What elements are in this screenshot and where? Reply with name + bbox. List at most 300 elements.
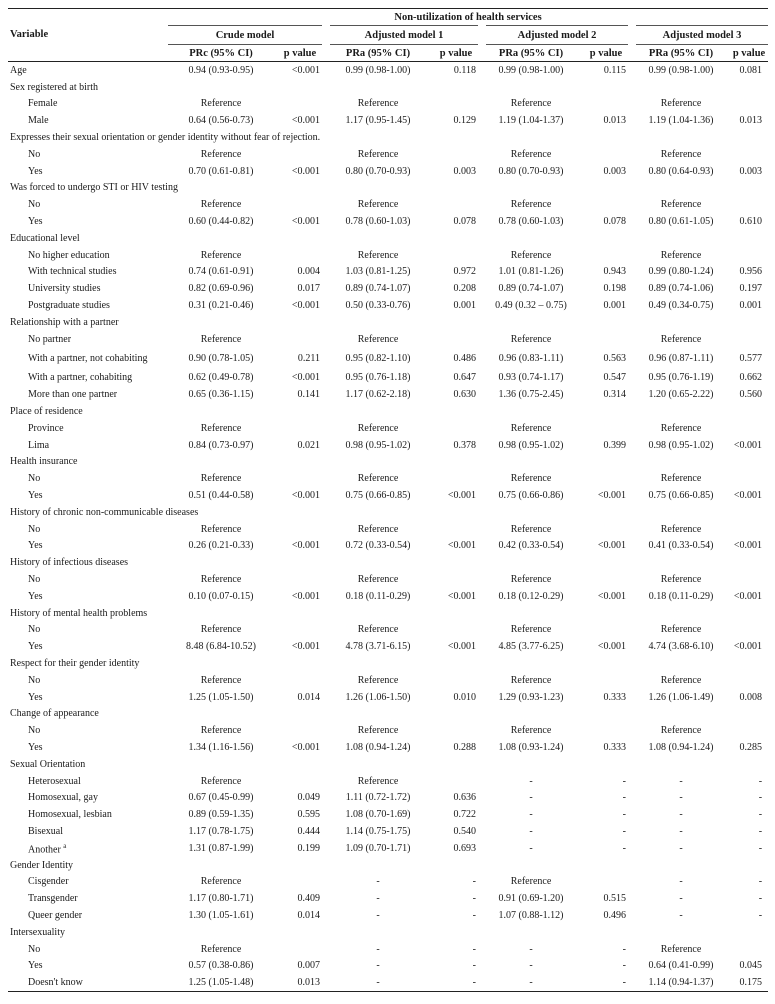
table-row: [8, 112, 768, 129]
p-header: p value: [589, 47, 623, 59]
p-value-cell: 0.129: [453, 115, 476, 127]
p-value-cell: 0.004: [297, 266, 320, 278]
ci-cell: 0.57 (0.38-0.86): [188, 960, 254, 972]
p-value-cell: 0.001: [739, 300, 763, 312]
variable-label: Homosexual, lesbian: [28, 809, 112, 821]
ci-cell: Reference: [200, 473, 242, 485]
ci-cell: 1.09 (0.70-1.71): [345, 842, 411, 854]
p-value-cell: [430, 196, 482, 213]
p-value-cell: -: [622, 977, 626, 989]
variable-label: Yes: [28, 590, 43, 602]
p-value-cell: [274, 420, 326, 437]
p-value-cell: [580, 521, 632, 538]
category-row: [8, 79, 768, 96]
p-value-cell: <0.001: [291, 216, 320, 228]
ci-cell: 0.31 (0.21-0.46): [188, 300, 254, 312]
p-value-cell: 0.007: [297, 960, 320, 972]
ci-cell: -: [679, 809, 683, 821]
ci-cell: 0.80 (0.70-0.93): [498, 165, 564, 177]
p-value-cell: 0.078: [603, 216, 626, 228]
p-value-cell: [274, 941, 326, 958]
variable-label: University studies: [28, 283, 101, 295]
p-value-cell: [730, 470, 768, 487]
ci-cell: 0.10 (0.07-0.15): [188, 590, 254, 602]
p-value-cell: [730, 571, 768, 588]
table-row: [8, 907, 768, 924]
ci-cell: -: [529, 775, 533, 787]
p-value-cell: <0.001: [291, 372, 320, 384]
ci-cell: 1.34 (1.16-1.56): [188, 741, 254, 753]
ci-cell: 0.62 (0.49-0.78): [188, 372, 254, 384]
category-row: [8, 705, 768, 722]
ci-cell: Reference: [510, 473, 552, 485]
category-label: Relationship with a partner: [10, 316, 119, 328]
p-value-cell: 0.314: [603, 389, 626, 401]
ci-cell: 0.72 (0.33-0.54): [345, 540, 411, 552]
ci-cell: -: [679, 909, 683, 921]
p-value-cell: [580, 722, 632, 739]
variable-label: Lima: [28, 439, 50, 451]
p-value-cell: [580, 672, 632, 689]
ci-cell: Reference: [660, 725, 702, 737]
p-value-cell: -: [758, 876, 763, 888]
ci-cell: 1.31 (0.87-1.99): [188, 842, 254, 854]
ci-cell: Reference: [510, 333, 552, 345]
p-value-cell: 0.001: [603, 300, 626, 312]
variable-label: Cisgender: [28, 876, 69, 888]
ci-cell: 0.60 (0.44-0.82): [188, 216, 254, 228]
p-value-cell: 0.333: [603, 741, 626, 753]
ci-cell: 1.08 (0.94-1.24): [648, 741, 714, 753]
p-value-cell: [580, 247, 632, 264]
ci-cell: Reference: [357, 98, 399, 110]
p-value-cell: [274, 622, 326, 639]
ci-cell: 0.96 (0.87-1.11): [648, 353, 714, 365]
ci-cell: 0.18 (0.12-0.29): [498, 590, 564, 602]
p-value-cell: 0.078: [453, 216, 476, 228]
ci-cell: 1.08 (0.94-1.24): [345, 741, 411, 753]
table-row: [8, 773, 768, 790]
variable-label: Yes: [28, 691, 43, 703]
p-value-cell: [580, 196, 632, 213]
category-row: [8, 230, 768, 247]
category-label: Sex registered at birth: [10, 81, 99, 93]
ci-cell: Reference: [357, 523, 399, 535]
ci-cell: Reference: [200, 333, 242, 345]
ci-cell: -: [679, 792, 683, 804]
p-value-cell: [730, 96, 768, 113]
p-value-cell: 0.021: [297, 439, 320, 451]
p-value-cell: <0.001: [291, 741, 320, 753]
ci-cell: Reference: [660, 523, 702, 535]
p-value-cell: 0.486: [453, 353, 476, 365]
variable-label: No: [28, 199, 41, 211]
p-value-cell: [430, 571, 482, 588]
table-row: [8, 521, 768, 538]
p-value-cell: [274, 873, 326, 890]
p-value-cell: <0.001: [447, 641, 476, 653]
p-value-cell: 0.001: [453, 300, 476, 312]
p-value-cell: -: [622, 842, 626, 854]
ci-cell: 0.75 (0.66-0.85): [648, 490, 714, 502]
ci-cell: 0.41 (0.33-0.54): [648, 540, 714, 552]
table-row: [8, 689, 768, 706]
p-value-cell: -: [758, 775, 763, 787]
ci-cell: 0.82 (0.69-0.96): [188, 283, 254, 295]
p-value-cell: [730, 331, 768, 348]
ci-cell: Reference: [510, 422, 552, 434]
ci-cell: 1.17 (0.80-1.71): [188, 893, 254, 905]
p-value-cell: 0.610: [739, 216, 763, 228]
table-row: [8, 722, 768, 739]
p-value-cell: [430, 521, 482, 538]
p-value-cell: <0.001: [291, 490, 320, 502]
variable-label: No: [28, 523, 41, 535]
footnote-marker: a: [63, 841, 67, 850]
p-value-cell: 0.008: [739, 691, 763, 703]
p-value-cell: <0.001: [733, 641, 763, 653]
ci-cell: 0.95 (0.76-1.19): [648, 372, 714, 384]
ci-cell: Reference: [660, 148, 702, 160]
table-row: [8, 487, 768, 504]
p-value-cell: [274, 773, 326, 790]
ci-cell: Reference: [660, 98, 702, 110]
p-value-cell: 0.081: [739, 64, 763, 76]
ci-cell: 0.78 (0.60-1.03): [345, 216, 411, 228]
ci-cell: 0.42 (0.33-0.54): [498, 540, 564, 552]
p-value-cell: [274, 96, 326, 113]
ci-cell: Reference: [200, 422, 242, 434]
table-row: [8, 280, 768, 297]
category-label: History of infectious diseases: [10, 557, 129, 569]
ci-cell: 1.01 (0.81-1.26): [498, 266, 564, 278]
category-label: History of chronic non-communicable diseases: [10, 506, 199, 518]
ci-cell: Reference: [510, 98, 552, 110]
p-value-cell: 0.014: [297, 691, 320, 703]
p-value-cell: -: [758, 842, 763, 854]
ci-cell: 1.19 (1.04-1.37): [498, 115, 564, 127]
p-value-cell: <0.001: [447, 590, 476, 602]
ci-cell: 0.49 (0.32 – 0.75): [495, 300, 567, 312]
p-value-cell: [730, 672, 768, 689]
ci-cell: -: [529, 825, 533, 837]
ci-cell: -: [679, 825, 683, 837]
p-value-cell: [580, 873, 632, 890]
ci-cell: Reference: [200, 674, 242, 686]
ci-cell: 1.03 (0.81-1.25): [345, 266, 411, 278]
p-value-cell: 0.197: [739, 283, 763, 295]
variable-label: No: [28, 574, 41, 585]
p-value-cell: [730, 420, 768, 437]
table-row: [8, 806, 768, 823]
p-value-cell: [430, 722, 482, 739]
ci-cell: Reference: [357, 422, 399, 434]
ci-cell: -: [679, 893, 683, 905]
model-name: Crude model: [168, 26, 326, 45]
ci-cell: 0.93 (0.74-1.17): [498, 372, 564, 384]
ci-cell: -: [529, 842, 533, 854]
table-row: [8, 890, 768, 907]
p-value-cell: [430, 672, 482, 689]
ci-cell: Reference: [357, 725, 399, 737]
variable-label: Province: [28, 422, 64, 434]
ci-cell: Reference: [660, 333, 702, 345]
p-value-cell: 0.198: [603, 283, 626, 295]
ci-cell: Reference: [200, 199, 242, 211]
ci-cell: Reference: [200, 523, 242, 535]
ci-cell: -: [376, 876, 380, 888]
p-value-cell: [430, 247, 482, 264]
ci-cell: 1.30 (1.05-1.61): [188, 909, 254, 921]
ci-cell: 0.89 (0.74-1.07): [345, 283, 411, 295]
ci-cell: 1.11 (0.72-1.72): [345, 792, 411, 804]
ci-cell: 0.91 (0.69-1.20): [498, 893, 564, 905]
p-value-cell: [274, 247, 326, 264]
p-value-cell: 0.333: [603, 691, 626, 703]
variable-label: No: [28, 148, 41, 160]
ci-cell: Reference: [510, 624, 552, 636]
variable-label: Yes: [28, 490, 43, 502]
ci-cell: 0.64 (0.56-0.73): [188, 115, 254, 127]
p-header: p value: [732, 47, 766, 59]
ci-cell: 0.99 (0.98-1.00): [345, 64, 411, 76]
variable-label: No higher education: [28, 249, 110, 261]
p-value-cell: [430, 420, 482, 437]
p-value-cell: <0.001: [447, 490, 476, 502]
category-row: [8, 504, 768, 521]
ci-cell: 1.08 (0.70-1.69): [345, 809, 411, 821]
variable-label: With a partner, cohabiting: [28, 372, 133, 384]
ci-cell: 0.99 (0.98-1.00): [648, 64, 714, 76]
p-value-cell: [430, 470, 482, 487]
p-value-cell: [430, 96, 482, 113]
ci-cell: Reference: [660, 249, 702, 261]
ci-cell: 0.75 (0.66-0.86): [498, 490, 564, 502]
ci-cell: Reference: [200, 574, 242, 585]
p-value-cell: 0.595: [297, 809, 320, 821]
p-value-cell: 0.208: [453, 283, 476, 295]
ci-cell: Reference: [200, 725, 242, 737]
category-label: Respect for their gender identity: [10, 657, 140, 669]
category-row: [8, 554, 768, 571]
ci-cell: 0.78 (0.60-1.03): [498, 216, 564, 228]
ci-cell: 0.96 (0.83-1.11): [498, 353, 564, 365]
table-row: [8, 840, 768, 857]
p-value-cell: 0.118: [453, 64, 476, 76]
p-value-cell: 0.175: [739, 977, 763, 989]
ci-cell: Reference: [660, 943, 702, 955]
variable-label: No: [28, 943, 41, 955]
p-value-cell: [580, 96, 632, 113]
p-value-cell: [274, 331, 326, 348]
p-value-cell: [274, 146, 326, 163]
ci-cell: Reference: [200, 98, 242, 110]
ci-cell: Reference: [357, 624, 399, 636]
category-row: [8, 314, 768, 331]
ci-header: PRa (95% CI): [648, 47, 714, 59]
p-value-cell: -: [622, 825, 626, 837]
ci-cell: -: [529, 960, 533, 972]
category-label: Educational level: [10, 232, 80, 244]
ci-cell: Reference: [660, 422, 702, 434]
p-value-cell: 0.013: [739, 115, 763, 127]
variable-label: Doesn't know: [28, 977, 83, 989]
p-value-cell: -: [758, 792, 763, 804]
p-value-cell: 0.722: [453, 809, 476, 821]
ci-cell: -: [376, 943, 380, 955]
variable-label: Homosexual, gay: [28, 792, 98, 804]
ci-cell: 0.98 (0.95-1.02): [345, 439, 411, 451]
table-row: [8, 823, 768, 840]
ci-header: PRa (95% CI): [498, 47, 564, 59]
variable-label: Yes: [28, 540, 43, 552]
p-value-cell: [730, 521, 768, 538]
table-row: [8, 297, 768, 314]
p-value-cell: [730, 247, 768, 264]
ci-cell: 1.07 (0.88-1.12): [498, 909, 564, 921]
ci-cell: Reference: [357, 775, 399, 787]
variable-label: Yes: [28, 165, 43, 177]
variable-label: Queer gender: [28, 909, 83, 921]
variable-label: No partner: [28, 333, 72, 345]
ci-cell: 0.51 (0.44-0.58): [188, 490, 254, 502]
ci-cell: 1.14 (0.94-1.37): [648, 977, 714, 989]
variable-label: Yes: [28, 641, 43, 653]
ci-cell: 0.95 (0.76-1.18): [345, 372, 411, 384]
ci-cell: 0.80 (0.70-0.93): [345, 165, 411, 177]
p-value-cell: 0.399: [603, 439, 626, 451]
ci-cell: 1.29 (0.93-1.23): [498, 691, 564, 703]
p-value-cell: 0.045: [739, 960, 763, 972]
p-value-cell: 0.013: [603, 115, 626, 127]
ci-cell: 0.49 (0.34-0.75): [648, 300, 714, 312]
p-value-cell: [430, 622, 482, 639]
ci-cell: Reference: [660, 199, 702, 211]
p-value-cell: 0.630: [453, 389, 476, 401]
ci-cell: Reference: [357, 199, 399, 211]
p-value-cell: -: [472, 893, 476, 905]
ci-cell: Reference: [660, 473, 702, 485]
category-row: [8, 129, 768, 146]
category-label: Health insurance: [10, 456, 78, 468]
ci-cell: Reference: [510, 249, 552, 261]
p-value-cell: <0.001: [291, 64, 320, 76]
ci-cell: 0.50 (0.33-0.76): [345, 300, 411, 312]
p-value-cell: -: [758, 809, 763, 821]
table-row: [8, 213, 768, 230]
category-label: Change of appearance: [10, 708, 99, 720]
ci-cell: 1.14 (0.75-1.75): [345, 825, 411, 837]
p-value-cell: <0.001: [597, 540, 626, 552]
p-value-cell: -: [622, 943, 626, 955]
table-row: [8, 437, 768, 454]
p-value-cell: 0.647: [453, 372, 476, 384]
p-value-cell: <0.001: [291, 540, 320, 552]
p-value-cell: [274, 722, 326, 739]
ci-cell: -: [376, 960, 380, 972]
p-value-cell: 0.943: [603, 266, 626, 278]
variable-label: Yes: [28, 216, 43, 228]
ci-cell: Reference: [357, 333, 399, 345]
p-value-cell: [580, 622, 632, 639]
p-value-cell: 0.972: [453, 266, 476, 278]
p-value-cell: [274, 571, 326, 588]
ci-cell: 0.26 (0.21-0.33): [188, 540, 254, 552]
group-title: Non-utilization of health services: [168, 9, 768, 26]
p-value-cell: -: [472, 943, 476, 955]
p-value-cell: 0.693: [453, 842, 476, 854]
p-value-cell: 0.288: [453, 741, 476, 753]
table-row: [8, 386, 768, 403]
p-value-cell: [730, 146, 768, 163]
ci-cell: 1.17 (0.95-1.45): [345, 115, 411, 127]
p-value-cell: [580, 331, 632, 348]
p-value-cell: 0.003: [739, 165, 763, 177]
ci-cell: 4.85 (3.77-6.25): [498, 641, 564, 653]
ci-cell: Reference: [660, 674, 702, 686]
p-value-cell: [580, 420, 632, 437]
category-row: [8, 403, 768, 420]
model-name: Adjusted model 3: [632, 26, 768, 45]
p-value-cell: 0.285: [739, 741, 763, 753]
p-value-cell: <0.001: [291, 590, 320, 602]
ci-cell: 0.90 (0.78-1.05): [188, 353, 254, 365]
p-value-cell: [730, 722, 768, 739]
category-label: Sexual Orientation: [10, 758, 86, 770]
p-value-cell: 0.444: [297, 825, 320, 837]
table-row: [8, 672, 768, 689]
table-row: [8, 163, 768, 180]
table-row: [8, 420, 768, 437]
p-value-cell: <0.001: [733, 590, 763, 602]
table-row: [8, 470, 768, 487]
ci-cell: Reference: [357, 249, 399, 261]
ci-cell: 0.99 (0.98-1.00): [498, 64, 564, 76]
ci-cell: 1.26 (1.06-1.50): [345, 691, 411, 703]
variable-label: No: [28, 674, 41, 686]
ci-cell: Reference: [357, 674, 399, 686]
ci-cell: Reference: [510, 523, 552, 535]
ci-cell: 1.08 (0.93-1.24): [498, 741, 564, 753]
p-value-cell: 0.378: [453, 439, 476, 451]
p-value-cell: [430, 331, 482, 348]
p-value-cell: 0.409: [297, 893, 320, 905]
ci-cell: 1.25 (1.05-1.50): [188, 691, 254, 703]
table-row: [8, 941, 768, 958]
ci-cell: Reference: [200, 249, 242, 261]
ci-header: PRa (95% CI): [345, 47, 411, 59]
p-value-cell: [730, 622, 768, 639]
category-label: History of mental health problems: [10, 607, 148, 619]
p-value-cell: <0.001: [597, 590, 626, 602]
p-value-cell: 0.540: [453, 825, 476, 837]
ci-cell: Reference: [200, 148, 242, 160]
table-row: [8, 957, 768, 974]
category-row: [8, 605, 768, 622]
table-row: [8, 247, 768, 264]
p-value-cell: 0.003: [453, 165, 476, 177]
ci-cell: 4.74 (3.68-6.10): [648, 641, 714, 653]
variable-label: No: [28, 725, 41, 737]
ci-cell: 0.74 (0.61-0.91): [188, 266, 254, 278]
category-label: Was forced to undergo STI or HIV testing: [10, 182, 178, 194]
p-value-cell: 0.515: [603, 893, 626, 905]
ci-cell: -: [529, 792, 533, 804]
p-value-cell: [274, 672, 326, 689]
p-value-cell: <0.001: [291, 165, 320, 177]
p-value-cell: <0.001: [291, 300, 320, 312]
ci-cell: -: [529, 943, 533, 955]
